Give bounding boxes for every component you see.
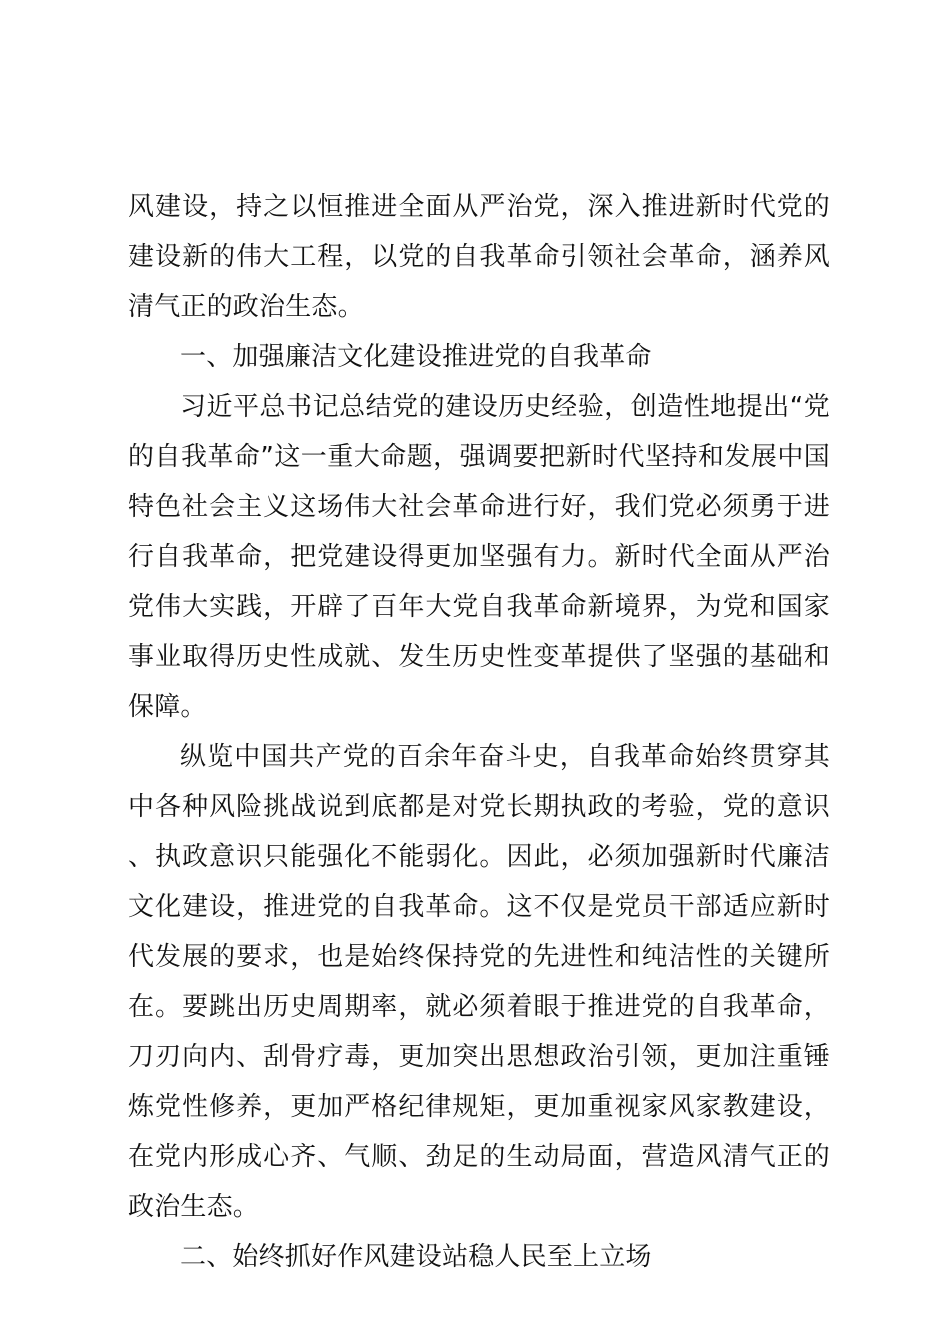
document-page <box>128 182 830 1282</box>
section-heading-2: 二、始终抓好作风建设站稳人民至上立场 <box>180 1242 652 1272</box>
section-heading-1: 一、加强廉洁文化建设推进党的自我革命 <box>180 342 652 372</box>
paragraph-continuation: 风建设，持之以恒推进全面从严治党，深入推进新时代党的建设新的伟大工程，以党的自我革命引领社会革命，涵养风清气正的政治生态。 <box>128 192 830 322</box>
paragraph-2: 纵览中国共产党的百余年奋斗史，自我革命始终贯穿其中各种风险挑战说到底都是对党长期执政的考验，党的意识、执政意识只能强化不能弱化。因此，必须加强新时代廉洁文化建设，推进党的自我革命。这不仅是党员干部适应新时代发展的要求，也是始终保持党的先进性和纯洁性的关键所在。要跳出历史周期率，就必须着眼于推进党的自我革命，刀刃向内、刮骨疗毒，更加突出思想政治引领，更加注重锤炼党性修养，更加严格纪律规矩，更加重视家风家教建设，在党内形成心齐、气顺、劲足的生动局面，营造风清气正的政治生态。 <box>128 742 830 1222</box>
paragraph-1: 习近平总书记总结党的建设历史经验，创造性地提出“党的自我革命”这一重大命题，强调要把新时代坚持和发展中国特色社会主义这场伟大社会革命进行好，我们党必须勇于进行自我革命，把党建设得更加坚强有力。新时代全面从严治党伟大实践，开辟了百年大党自我革命新境界，为党和国家事业取得历史性成就、发生历史性变革提供了坚强的基础和保障。 <box>128 392 830 722</box>
